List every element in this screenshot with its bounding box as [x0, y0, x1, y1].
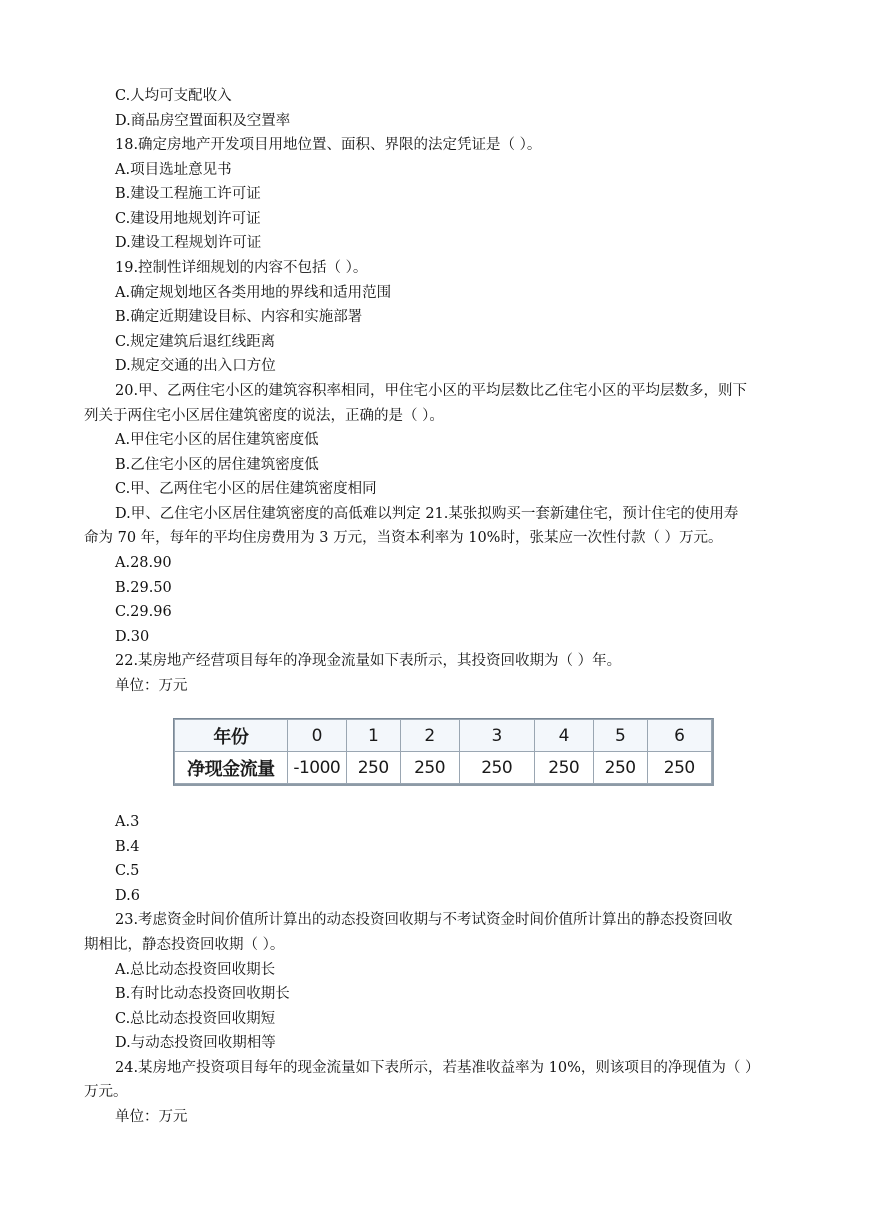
question-20-continued: 列关于两住宅小区居住建筑密度的说法，正确的是（ ）。	[84, 408, 444, 424]
value-cell: 250	[400, 752, 459, 784]
question-23-continued: 期相比，静态投资回收期（ ）。	[84, 937, 285, 953]
cash-flow-table	[173, 718, 714, 786]
header-label-cell: 年份	[175, 720, 288, 752]
year-cell: 2	[400, 720, 459, 752]
option-d-q19: D.规定交通的出入口方位	[115, 358, 276, 374]
option-a-q20: A.甲住宅小区的居住建筑密度低	[115, 432, 319, 448]
value-cell: 250	[647, 752, 712, 784]
option-d-q23: D.与动态投资回收期相等	[115, 1035, 276, 1051]
year-cell: 6	[647, 720, 712, 752]
cash-flow-grid	[174, 719, 712, 784]
question-21-continued: 命为 70 年，每年的平均住房费用为 3 万元，当资本利率为 10%时，张某应一次性付款（ ）万元。	[84, 530, 723, 546]
option-a-q23: A.总比动态投资回收期长	[115, 962, 276, 978]
table-value-row	[175, 752, 712, 784]
option-b-q19: B.确定近期建设目标、内容和实施部署	[115, 309, 363, 325]
year-cell: 1	[346, 720, 400, 752]
option-d-q18: D.建设工程规划许可证	[115, 235, 262, 251]
option-c-q18: C.建设用地规划许可证	[115, 211, 261, 227]
option-d-q20-and-question-21: D.甲、乙住宅小区居住建筑密度的高低难以判定 21.某张拟购买一套新建住宅，预计住宅的使用寿	[115, 506, 739, 522]
value-cell: 250	[346, 752, 400, 784]
question-20: 20.甲、乙两住宅小区的建筑容积率相同，甲住宅小区的平均层数比乙住宅小区的平均层数多，则下	[115, 383, 748, 399]
option-a-q18: A.项目选址意见书	[115, 162, 232, 178]
option-a-q19: A.确定规划地区各类用地的界线和适用范围	[115, 285, 392, 301]
option-b-q22: B.4	[115, 839, 140, 855]
question-23: 23.考虑资金时间价值所计算出的动态投资回收期与不考试资金时间价值所计算出的静态投资回收	[115, 912, 733, 928]
option-c-q20: C.甲、乙两住宅小区的居住建筑密度相同	[115, 481, 377, 497]
question-22: 22.某房地产经营项目每年的净现金流量如下表所示，其投资回收期为（ ）年。	[115, 653, 622, 669]
option-a-q22: A.3	[115, 814, 140, 830]
year-cell: 4	[534, 720, 593, 752]
question-24-continued: 万元。	[84, 1084, 128, 1100]
question-19: 19.控制性详细规划的内容不包括（ ）。	[115, 260, 368, 276]
option-b-q18: B.建设工程施工许可证	[115, 186, 261, 202]
option-d-q17: D.商品房空置面积及空置率	[115, 113, 291, 129]
question-18: 18.确定房地产开发项目用地位置、面积、界限的法定凭证是（ ）。	[115, 137, 542, 153]
option-c-q19: C.规定建筑后退红线距离	[115, 334, 276, 350]
option-b-q21: B.29.50	[115, 580, 172, 596]
option-b-q23: B.有时比动态投资回收期长	[115, 986, 290, 1002]
value-cell: 250	[593, 752, 647, 784]
option-c-q21: C.29.96	[115, 604, 172, 620]
table-header-row	[175, 720, 712, 752]
year-cell: 0	[287, 720, 346, 752]
option-a-q21: A.28.90	[115, 555, 172, 571]
unit-label-q22: 单位：万元	[115, 678, 188, 694]
unit-label-q24: 单位：万元	[115, 1109, 188, 1125]
option-c-q22: C.5	[115, 863, 140, 879]
value-cell: -1000	[287, 752, 346, 784]
value-cell: 250	[459, 752, 534, 784]
value-cell: 250	[534, 752, 593, 784]
option-d-q21: D.30	[115, 629, 150, 645]
row-label-cell: 净现金流量	[175, 752, 288, 784]
year-cell: 5	[593, 720, 647, 752]
year-cell: 3	[459, 720, 534, 752]
option-d-q22: D.6	[115, 888, 140, 904]
option-c-q23: C.总比动态投资回收期短	[115, 1011, 276, 1027]
option-c-q17: C.人均可支配收入	[115, 88, 232, 104]
option-b-q20: B.乙住宅小区的居住建筑密度低	[115, 457, 319, 473]
question-24: 24.某房地产投资项目每年的现金流量如下表所示，若基准收益率为 10%，则该项目的净现值为（ ）	[115, 1060, 760, 1076]
